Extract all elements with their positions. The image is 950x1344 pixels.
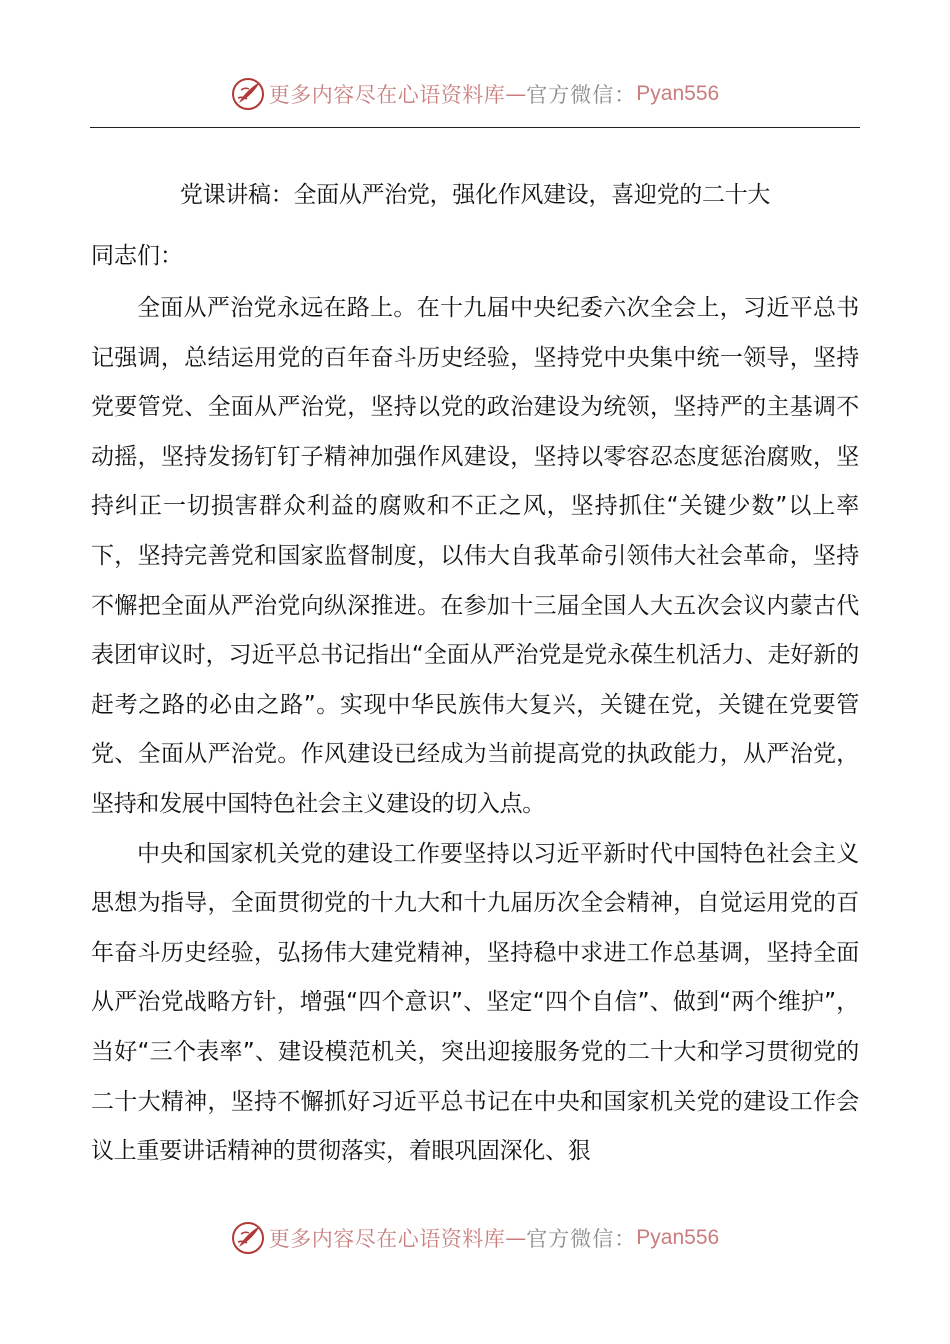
watermark-id: Pyan556 bbox=[636, 82, 720, 105]
paragraph: 全面从严治党永远在路上。在十九届中央纪委六次全会上，习近平总书记强调，总结运用党的百年奋斗历史经验，坚持党中央集中统一领导，坚持党要管党、全面从严治党，坚持以党的政治建设为统领，坚持严的主基调不动摇，坚持发扬钉钉子精神加强作风建设，坚持以零容忍态度惩治腐败，坚持纠正一切损害群众利益的腐败和不正之风，坚持抓住“关键少数”以上率下，坚持完善党和国家监督制度，以伟大自我革命引领伟大社会革命，坚持不懈把全面从严治党向纵深推进。在参加十三届全国人大五次会议内蒙古代表团审议时，习近平总书记指出“全面从严治党是党永葆生机活力、走好新的赶考之路的必由之路”。实现中华民族伟大复兴，关键在党，关键在党要管党、全面从严治党。作风建设已经成为当前提高党的执政能力，从严治党，坚持和发展中国特色社会主义建设的切入点。 bbox=[91, 295, 859, 817]
watermark-id: Pyan556 bbox=[636, 1226, 720, 1249]
salutation: 同志们： bbox=[91, 243, 183, 269]
watermark-footer bbox=[0, 1218, 950, 1258]
header-divider bbox=[90, 127, 860, 128]
watermark-dash: — bbox=[505, 1226, 527, 1250]
document-title: 党课讲稿：全面从严治党，强化作风建设，喜迎党的二十大 bbox=[179, 182, 771, 208]
watermark-label: 官方微信： bbox=[526, 1227, 637, 1251]
watermark-header bbox=[0, 74, 950, 114]
watermark-label: 官方微信： bbox=[526, 83, 637, 107]
watermark-dash: — bbox=[505, 82, 527, 106]
watermark-text: 更多内容尽在心语资料库 bbox=[268, 83, 506, 107]
quill-logo-icon bbox=[231, 1221, 265, 1255]
paragraph: 中央和国家机关党的建设工作要坚持以习近平新时代中国特色社会主义思想为指导，全面贯彻党的十九大和十九届历次全会精神，自觉运用党的百年奋斗历史经验，弘扬伟大建党精神，坚持稳中求进工作总基调，坚持全面从严治党战略方针，增强“四个意识”、坚定“四个自信”、做到“两个维护”，当好“三个表率”、建设模范机关，突出迎接服务党的二十大和学习贯彻党的二十大精神，坚持不懈抓好习近平总书记在中央和国家机关党的建设工作会议上重要讲话精神的贯彻落实，着眼巩固深化、狠 bbox=[91, 840, 859, 1165]
document-body bbox=[91, 284, 859, 1177]
quill-logo-icon bbox=[231, 77, 265, 111]
watermark-text: 更多内容尽在心语资料库 bbox=[268, 1227, 506, 1251]
